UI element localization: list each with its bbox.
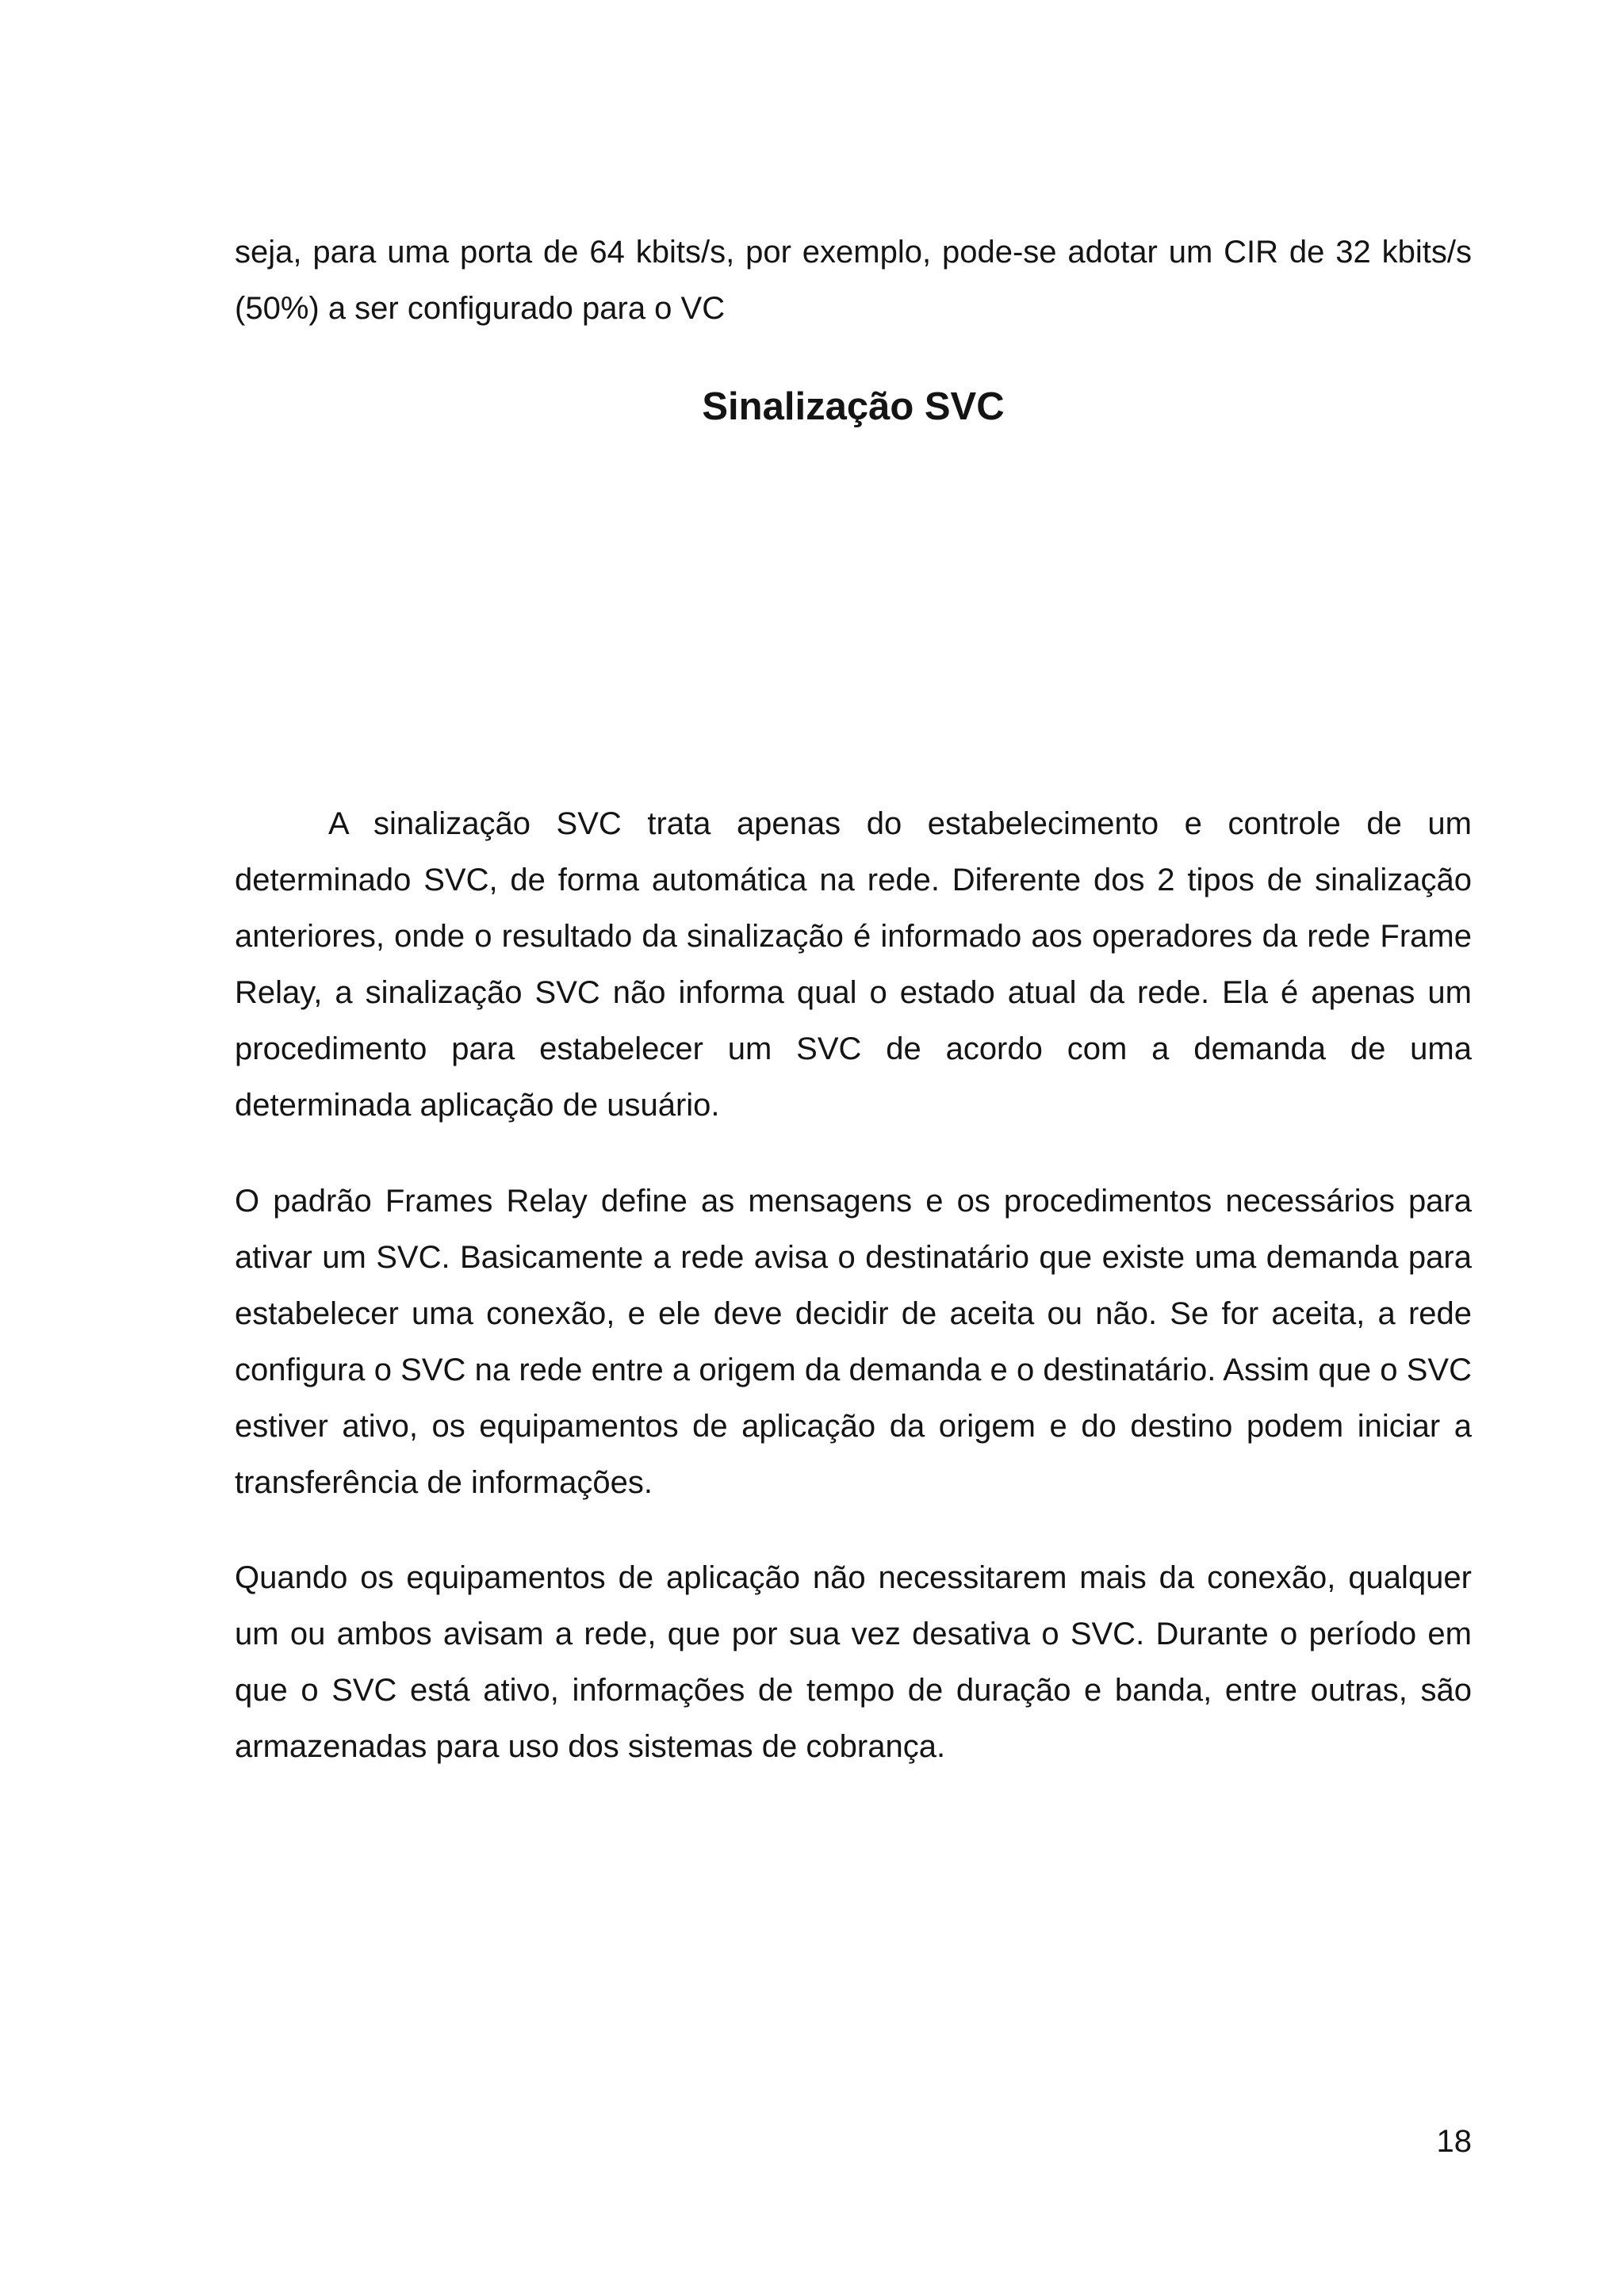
continuation-paragraph: seja, para uma porta de 64 kbits/s, por exemplo, pode-se adotar um CIR de 32 kbits/s (50%) a ser configurado para o VC: [235, 235, 1472, 326]
page-number: 18: [1436, 2124, 1472, 2159]
paragraph: O padrão Frames Relay define as mensagens e os procedimentos necessários para ativar um SVC. Basicamente a rede avisa o destinatário que existe uma demanda para estabelecer uma conexão, e ele deve decidir de aceita ou não. Se for aceita, a rede configura o SVC na rede entre a origem da demanda e o destinatário. Assim que o SVC estiver ativo, os equipamentos de aplicação da origem e do destino podem iniciar a transferência de informações.: [235, 1184, 1472, 1500]
paragraph: A sinalização SVC trata apenas do estabelecimento e controle de um determinado SVC, de forma automática na rede. Diferente dos 2 tipos de sinalização anteriores, onde o resultado da sinalização é informado aos operadores da rede Frame Relay, a sinalização SVC não informa qual o estado atual da rede. Ela é apenas um procedimento para estabelecer um SVC de acordo com a demanda de uma determinada aplicação de usuário.: [235, 806, 1472, 1123]
paragraph: Quando os equipamentos de aplicação não necessitarem mais da conexão, qualquer um ou ambos avisam a rede, que por sua vez desativa o SVC. Durante o período em que o SVC está ativo, informações de tempo de duração e banda, entre outras, são armazenadas para uso dos sistemas de cobrança.: [235, 1560, 1472, 1764]
section-title: Sinalização SVC: [702, 385, 1005, 428]
